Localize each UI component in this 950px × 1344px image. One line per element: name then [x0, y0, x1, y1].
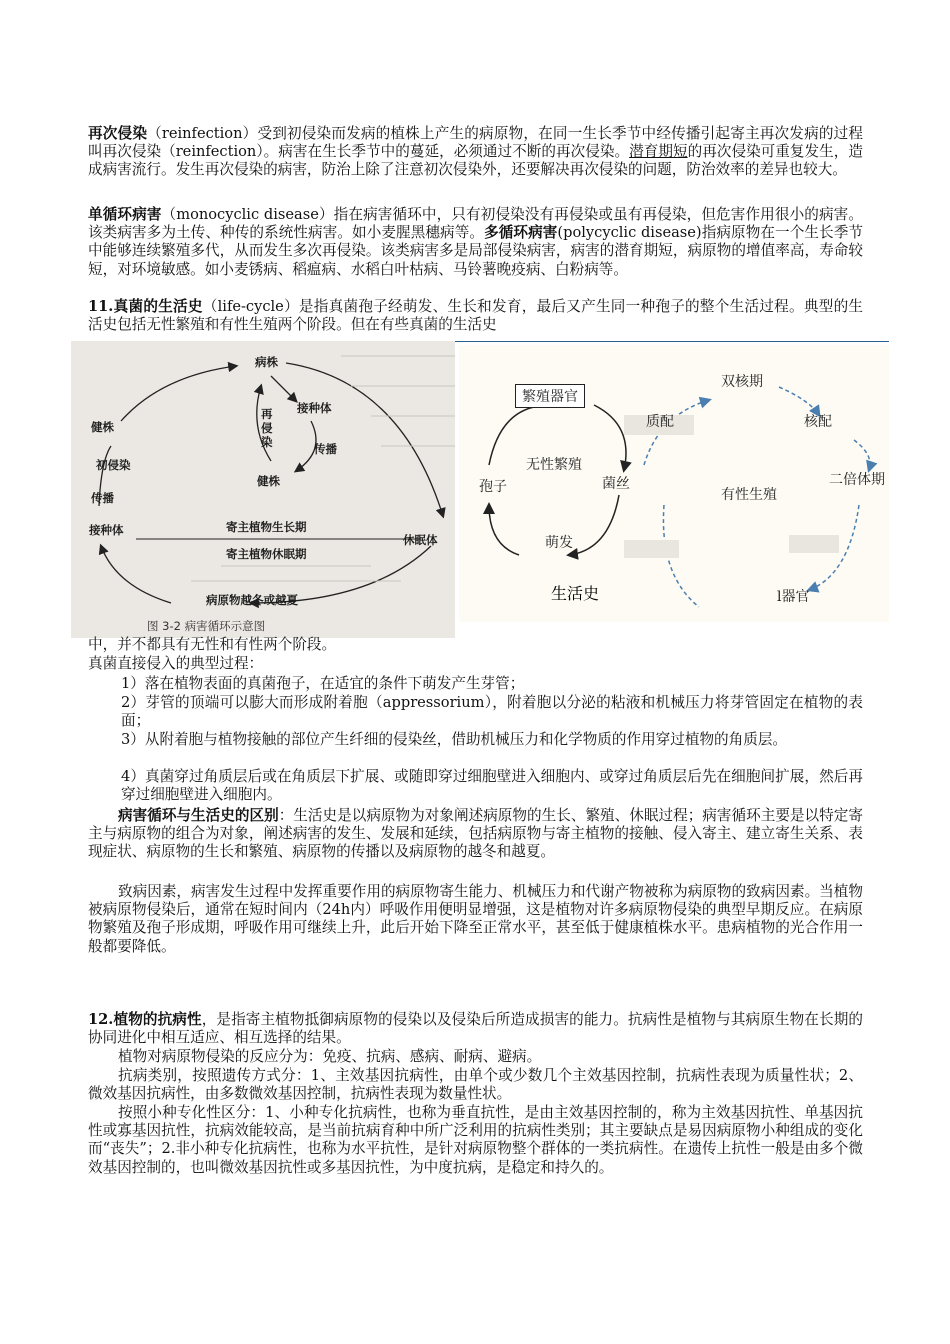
label-dormant-body: 休眠体: [403, 533, 438, 547]
paragraph-pathogenic-factor: 致病因素，病害发生过程中发挥重要作用的病原物寄生能力、机械压力和代谢产物被称为病原物的致病因素。当植物被病原物侵染后，通常在短时间内（24h内）呼吸作用便明显增强，这是植物对许多病原物侵染的典型早期反应。在病原物繁殖及孢子形成期，呼吸作用可继续上升，此后开始下降至正常水平，甚至低于健康植株水平。患病植物的光合作用一般都要降低。: [88, 883, 863, 955]
paragraph-reinfection: [88, 125, 863, 180]
label-karyogamy: 核配: [804, 414, 832, 430]
paragraph-category: 抗病类别，按照遗传方式分：1、主效基因抗病性，由单个或少数几个主效基因控制，抗病性表现为质量性状；2、微效基因抗病性，由多数微效基因控制，抗病性表现为数量性状。: [88, 1067, 863, 1103]
term-resistance: 12.植物的抗病性: [88, 1011, 202, 1028]
label-mycelium: 菌丝: [602, 476, 630, 492]
paragraph-direct-invasion: 真菌直接侵入的典型过程：: [88, 655, 264, 672]
figure-divider-line: [455, 341, 889, 342]
label-dikaryon: 双核期: [721, 374, 763, 390]
paragraph-resistance: [88, 1011, 863, 1047]
paragraph-cycles: [88, 206, 863, 279]
reinfection-text: （reinfection）受到初侵染而发病的植株上产生的病原物，在同一生长季节中经传播引起寄主再次发病的过程叫再次侵染（reinfection）。病害在生长季节中的蔓延，必须通过不断的再次侵染。: [88, 125, 863, 161]
latent-period-underlined: 潜育期短: [629, 143, 688, 161]
term-reinfection: 再次侵染: [88, 125, 148, 142]
term-polycyclic: 多循环病害: [484, 224, 558, 242]
label-growth-period: 寄主植物生长期: [226, 520, 307, 534]
paragraph-race-specific: 按照小种专化性区分：1、小种专化抗病性，也称为垂直抗性，是由主效基因控制的，称为主效基因抗性、单基因抗性或寡基因抗性，抗病效能较高，是当前抗病育种中所广泛利用的抗病性类别；其主要缺点是易因病原物小种组成的变化而“丧失”；2.非小种专化抗病性，也称为水平抗性，是针对病原物整个群体的一类抗病性。在遗传上抗性一般是由多个微效基因控制的，也叫微效基因抗性或多基因抗性，为中度抗病，是稳定和持久的。: [88, 1104, 863, 1176]
label-inoculum-top: 接种体: [297, 401, 332, 415]
paragraph-continuation: 中，并不都具有无性和有性两个阶段。: [88, 636, 337, 653]
life-cycle-figure: [459, 345, 889, 622]
lifecycle-text: （life-cycle）是指真菌孢子经萌发、生长和发育，最后又产生同一种孢子的整个生活过程。典型的生活史包括无性繁殖和有性生殖两个阶段。但在有些真菌的生活史: [88, 298, 864, 334]
label-spread-outer: 传播: [91, 491, 114, 505]
label-asexual: 无性繁殖: [526, 457, 582, 473]
label-primary-infection: 初侵染: [96, 458, 131, 472]
difference-text: ：生活史是以病原物为对象阐述病原物的生长、繁殖、休眠过程；病害循环主要是以特定寄主与病原物的组合为对象，阐述病害的发生、发展和延续，包括病原物与寄主植物的接触、侵入寄主、建立寄生关系、表现症状、病原物的生长和繁殖、病原物的传播以及病原物的越冬和越夏。: [88, 807, 863, 861]
label-organ-partial: l器官: [777, 589, 810, 605]
term-lifecycle: 11.真菌的生活史: [88, 298, 203, 315]
label-spore: 孢子: [479, 479, 507, 495]
step-2: 2）芽管的顶端可以膨大而形成附着胞（appressorium），附着胞以分泌的粘液和机械压力将芽管固定在植物的表面；: [121, 694, 863, 730]
paragraph-difference: [88, 807, 863, 862]
term-difference: 病害循环与生活史的区别: [118, 807, 279, 824]
label-healthy-outer: 健株: [91, 420, 114, 434]
resistance-text: ，是指寄主植物抵御病原物的侵染以及侵染后所造成损害的能力。抗病性是植物与其病原生物在长期的协同进化中相互适应、相互选择的结果。: [88, 1011, 863, 1047]
figure-caption: 图 3-2 病害循环示意图: [147, 619, 266, 633]
paragraph-reaction: 植物对病原物侵染的反应分为：免疫、抗病、感病、耐病、避病。: [118, 1048, 542, 1065]
paragraph-lifecycle: [88, 298, 863, 334]
label-germination: 萌发: [545, 535, 573, 551]
label-dormant-period: 寄主植物休眠期: [226, 547, 307, 561]
label-inoculum-left: 接种体: [89, 523, 124, 537]
term-monocyclic: 单循环病害: [88, 206, 162, 223]
label-plasmogamy: 质配: [646, 414, 674, 430]
label-overwinter: 病原物越冬或越夏: [206, 593, 298, 607]
label-sexual: 有性生殖: [721, 487, 777, 503]
polycyclic-text: (polycyclic disease)指病原物在一个生长季节中能够连续繁殖多代，从而发生多次再侵染。该类病害多是局部侵染病害，病害的潜育期短，病原物的增值率高，寿命较短，对环境敏感。如小麦锈病、稻瘟病、水稻白叶枯病、马铃薯晚疫病、白粉病等。: [88, 224, 863, 278]
label-diseased-plant: 病株: [255, 355, 278, 369]
label-spread-inner: 传播: [314, 442, 337, 456]
label-diploid: 二倍体期: [829, 472, 885, 488]
life-history-overlay-label: 生活史: [551, 584, 600, 603]
reinfection-tail: 的再次侵染可重复发生，造成病害流行。发生再次侵染的病害，防治上除了注意初次侵染外，还要解决再次侵染的问题，防治效率的差异也较大。: [88, 143, 863, 179]
monocyclic-text: （monocyclic disease）指在病害循环中，只有初侵染没有再侵染或虽有再侵染，但危害作用很小的病害。该类病害多为土传、种传的系统性病害。如小麦腥黑穗病等。: [88, 206, 863, 242]
label-healthy-inner: 健株: [257, 474, 280, 488]
step-4: 4）真菌穿过角质层后或在角质层下扩展、或随即穿过细胞壁进入细胞内、或穿过角质层后先在细胞间扩展，然后再穿过细胞壁进入细胞内。: [121, 768, 863, 804]
label-reproductive-organ: 繁殖器官: [515, 384, 585, 408]
step-3: 3）从附着胞与植物接触的部位产生纤细的侵染丝，借助机械压力和化学物质的作用穿过植物的角质层。: [121, 731, 788, 748]
label-reinfection: 再 侵 染: [261, 407, 273, 449]
disease-cycle-figure: [71, 341, 455, 638]
step-1: 1）落在植物表面的真菌孢子，在适宜的条件下萌发产生芽管；: [121, 675, 525, 692]
